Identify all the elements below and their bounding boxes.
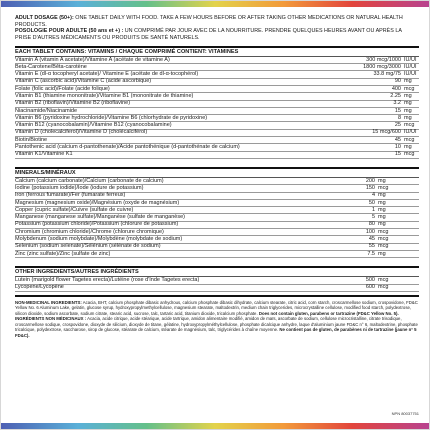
nutrient-name: Calcium (calcium carbonate)/Calcium (carbonate de calcium) [15,177,164,184]
nutrient-name: Zinc (zinc sulfate)/Zinc (sulfate de zinc) [15,250,111,257]
minerals-table [15,178,419,258]
nutrient-unit: mg [378,192,386,199]
other-ingredients-table [15,277,419,292]
nutrient-name: Vitamin D (cholecalciferol)/Vitamine D (cholécalciférol) [15,129,148,136]
dosage-en-label: ADULT DOSAGE (50+): [15,15,74,21]
nutrient-unit: mg [404,93,412,99]
nutrient-amount: 500 [365,276,375,283]
rainbow-band-bottom [1,423,429,429]
nutrient-amount: 80 [368,221,375,228]
nmi-fr-free-from: Ne contient pas de gluten, de parabènes ni de tartrazine (jaune n° 5 FD&C). [15,327,417,338]
nutrient-unit: mg [404,114,412,121]
nutrient-unit: mcg [378,184,389,191]
nutrient-amount: 7.5 [367,250,375,257]
label-content [15,15,419,338]
nutrient-name: Vitamin E (dl-α tocopheryl acetate)/ Vitamine E (acétate de dl-α-tocophérol) [15,71,199,78]
section-divider [15,46,419,48]
nutrient-unit: IU/UI [404,71,417,78]
dosage-fr-label: POSOLOGIE POUR ADULTE (50 ans et +) : [15,28,124,35]
nutrient-amount: 15 [394,107,401,114]
nmi-fr-label: INGRÉDIENTS NON MÉDICINAUX : [15,316,87,322]
nutrient-amount: 5 [371,214,375,221]
nutrient-unit: mg [404,100,412,107]
nutrient-unit: IU/UI [404,129,417,136]
dosage-en [15,15,419,28]
nutrient-unit: mg [378,177,386,184]
dosage-instructions [15,15,419,42]
nutrient-amount: 90 [394,78,401,85]
nutrient-name: Vitamin B2 (riboflavin)/Vitamine B2 (riboflavine) [15,100,131,107]
nutrient-amount: 8 [397,114,401,121]
dosage-fr [15,28,419,41]
nutrient-unit: mcg [378,236,389,243]
minerals-section [15,170,419,258]
nutrient-name: Potassium (potassium chloride)/Potassium (chlorure de potassium) [15,221,179,228]
vitamins-table [15,57,419,159]
nutrient-unit: mcg [378,276,389,283]
nutrient-unit: mcg [404,85,415,92]
nutrient-name: Vitamin B12 (cyanocobalamin)/Vitamine B12 (cyanocobalamine) [15,122,172,129]
nutrient-amount: 4 [371,192,375,199]
nutrient-name: Pantothenic acid (calcium d-pantothenate)/Acide pantothénique (d-pantothénate de calcium) [15,144,240,151]
nutrient-unit: mcg [378,228,389,235]
vitamins-title: EACH TABLET CONTAINS: VITAMINS / CHAQUE COMPRIMÉ CONTIENT: VITAMINES [15,48,239,55]
nutrient-amount: 1 [371,206,375,213]
dosage-fr-text: UN COMPRIMÉ PAR JOUR AVEC DE LA NOURRITURE. PRENDRE QUELQUES HEURES AVANT OU APRÈS LA PRISE D'AUTRES MÉDICAMENTS OU PRODUITS DE SANTÉ NATURELS. [15,28,402,42]
nutrient-name: Beta-Carotene/Bêta-carotène [15,63,87,70]
nutrient-unit: IU/UI [404,63,417,70]
nutrient-amount: 100 [365,228,375,235]
other-ingredients-title: OTHER INGREDIENTS/AUTRES INGRÉDIENTS [15,269,139,276]
section-divider [15,266,419,268]
other-ingredients-section [15,269,419,292]
nutrient-amount: 55 [368,243,375,250]
nutrient-name: Iron (ferrous fumarate)/Fer (fumarate ferreux) [15,192,126,199]
rainbow-band-top [1,1,429,7]
nutrient-name: Molybdenum (sodium molybdate)/Molybdène (molybdate de sodium) [15,236,183,243]
nutrient-amount: 1800 mcg/3000 [363,63,401,70]
nutrient-unit: mcg [404,136,415,143]
section-divider [15,295,419,297]
nutrient-name: Biotin/Biotine [15,136,48,143]
nutrient-amount: 50 [368,199,375,206]
nmi-en-label: NON-MEDICINAL INGREDIENTS: [15,299,82,305]
nutrient-name: Selenium (sodium selenate)/Sélénium (sélénate de sodium) [15,243,161,250]
nutrient-unit: mg [404,107,412,114]
nmi-fr [15,316,419,338]
nmi-en [15,300,419,317]
section-divider [15,167,419,169]
nutrient-unit: mcg [378,243,389,250]
nutrient-unit: mg [404,78,412,85]
nutrient-amount: 33.8 mg/75 [373,71,401,78]
nutrient-name: Vitamin B6 (pyridoxine hydrochloride)/Vitamine B6 (chlorhydrate de pyridoxine) [15,114,208,121]
nutrient-amount: 600 [365,284,375,291]
nutrient-amount: 2.25 [390,93,401,99]
nutrient-name: Iodine (potassium iodide)/Iode (iodure de potassium) [15,184,144,191]
nutrient-name: Vitamin B1 (thiamine mononitrate)/Vitamine B1 (mononitrate de thiamine) [15,93,194,99]
nutrient-unit: IU/UI [404,56,417,63]
non-medicinal-ingredients [15,300,419,339]
nutrient-amount: 15 mcg/600 [372,129,401,136]
nutrient-unit: mg [404,144,412,151]
nutrient-name: Niacinamide/Niacinamide [15,107,78,114]
nutrient-unit: mcg [378,284,389,291]
table-row [15,152,419,159]
nutrient-name: Chromium (chromium chloride)/Chrome (chlorure chromique) [15,228,164,235]
nmi-fr-text: Acacia, acide citrique, acide stéarique, acide tartrique, amidon alimentaire modifié, amidon de maïs, ascorbate de sodium, cellulose microcristalline, citrate trisodique, croscarmellose sodique, crospovidone, dioxyde de silicium, dioxyde de titane, gélatine, hydroxypropylméthylcellulose, phosphate dicalcique anhydre, laque d'aluminium jaune FD&C n° 6, maltodextrine, phosphate tricalcique, polydextrose, saccharose, sirop de glucose, stéarate de calcium, stéarate de magnésium, talc, triglycérides à chaîne moyenne. [15,316,418,333]
nutrient-name: Manganese (manganese sulfate)/Manganèse (sulfate de manganèse) [15,214,185,221]
nutrient-name: Vitamin C (ascorbic acid)/Vitamine C (acide ascorbique) [15,78,152,85]
nmi-en-text: Acacia, BHT, calcium phosphate dibasic anhydrous, calcium phosphate dibasic dihydrate, calcium stearate, citric acid, corn starch, croscarmellose sodium, crospovidone, FD&C Yellow No. 6 Aluminum Lake, gelatin, glucose syrup, hydroxypropylmethylcellulose, magnesium stearate, maltodextrin, medium chain triglycerides, microcrystalline cellulose, modified food starch, polydextrose, silicon dioxide, sodium ascorbate, sodium citrate, stearic acid, sucrose, talc, tartaric acid, titanium dioxide, tricalcium phosphate. [15,299,418,316]
nutrient-name: Copper (cupric sulfate)/Cuivre (sulfate de cuivre) [15,206,134,213]
nutrient-unit: mcg [404,151,415,158]
nutrient-unit: mcg [404,122,415,129]
nmi-en-free-from: Does not contain gluten, parabens or tartrazine (FD&C Yellow No. 5). [258,310,399,316]
nutrient-unit: mg [378,221,386,228]
table-row [15,285,419,292]
nutrient-name: Magnesium (magnesium oxide)/Magnésium (oxyde de magnésium) [15,199,180,206]
nutrient-unit: mg [378,206,386,213]
nutrient-name: Lycopene/Lycopène [15,284,64,291]
nutrient-amount: 300 mcg/1000 [366,56,401,63]
nutrient-unit: mg [378,199,386,206]
npn-number: NPN 80037751 [391,411,419,416]
nutrient-amount: 45 [368,236,375,243]
dosage-en-text: ONE TABLET DAILY WITH FOOD. TAKE A FEW HOURS BEFORE OR AFTER TAKING OTHER MEDICATIONS OR NATURAL HEALTH PRODUCTS. [15,15,403,28]
nutrient-amount: 15 [394,151,401,158]
nutrient-amount: 45 [394,136,401,143]
nutrient-amount: 10 [394,144,401,151]
nutrient-amount: 400 [391,85,401,92]
nutrient-unit: mg [378,250,386,257]
nutrient-amount: 3.2 [393,100,401,107]
nutrient-amount: 25 [394,122,401,129]
vitamins-section [15,49,419,159]
nutrient-name: Folate (folic acid)/Folate (acide folique) [15,85,110,92]
table-row [15,251,419,258]
nutrient-amount: 150 [365,184,375,191]
nutrient-name: Vitamin K1/Vitamine K1 [15,151,73,158]
nutrient-name: Lutein (marigold flower Tagetes erecta)/Lutéine (rose d'Inde Tagetes erecta) [15,276,200,283]
minerals-title: MINERALS/MINÉRAUX [15,169,76,176]
nutrient-amount: 200 [365,177,375,184]
nutrient-name: Vitamin A (vitamin A acetate)/Vitamine A (acétate de vitamine A) [15,56,170,63]
nutrient-unit: mg [378,214,386,221]
